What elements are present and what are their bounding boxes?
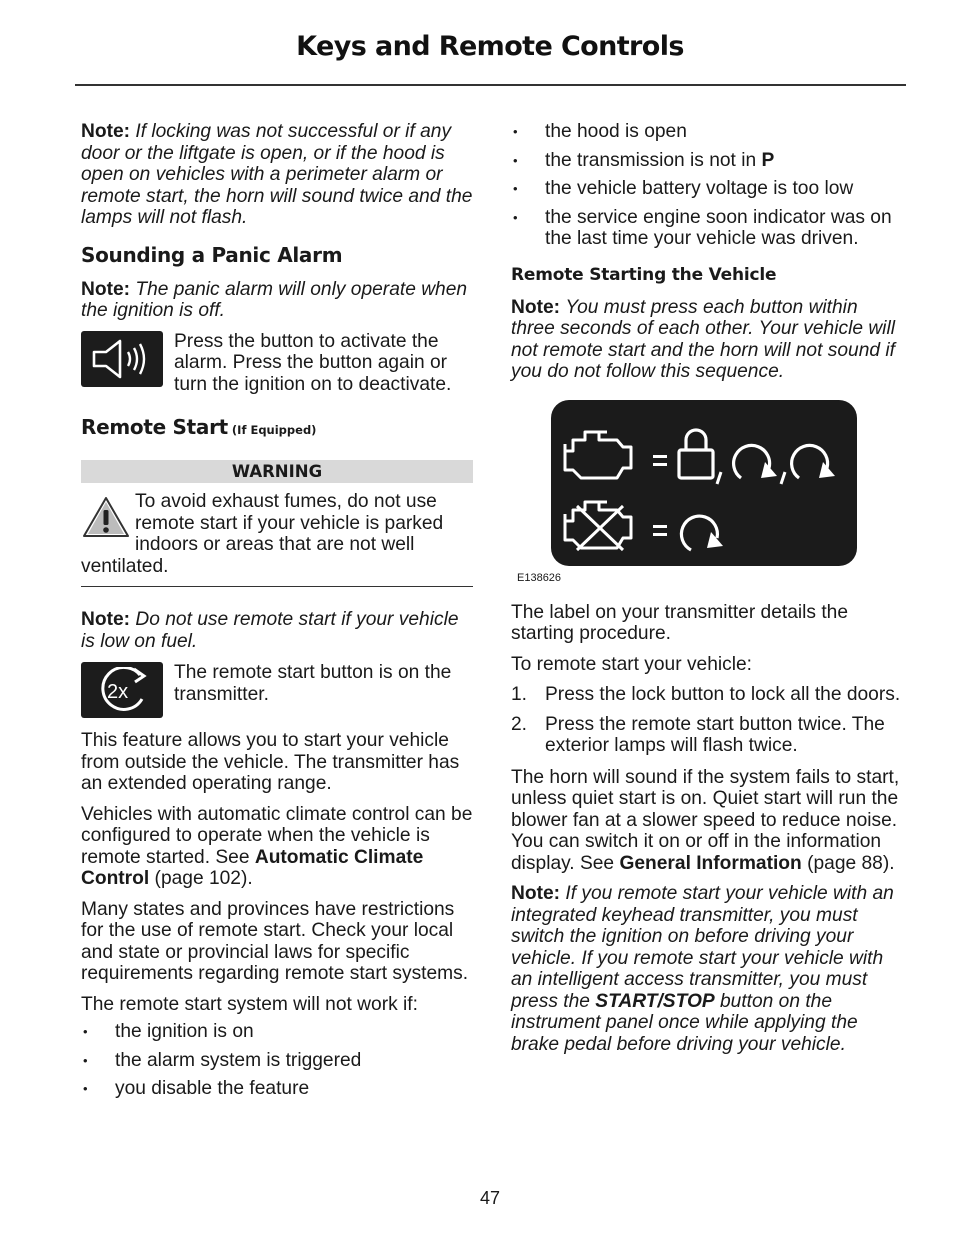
list-item: • the alarm system is triggered [81, 1050, 473, 1072]
will-not-work-list-continued [511, 121, 903, 250]
climate-page-ref: (page 102). [149, 868, 253, 889]
note-text: If locking was not successful or if any door or the liftgate is open, or if the hood is open on vehicles with a perimeter alarm or remote start, the horn will sound twice and the lamps will not flash. [81, 121, 473, 228]
step-item: 2. Press the remote start button twice. The exterior lamps will flash twice. [511, 713, 885, 756]
note-text: If you remote start your vehicle with an integrated keyhead transmitter, you must switch the ignition on before driving your vehicle. If you remote start your vehicle with an intelligent access transmitter, you must press the [511, 883, 894, 1012]
note-label: Note: [81, 278, 131, 300]
page-title: Keys and Remote Controls [296, 31, 684, 62]
warning-triangle-icon [81, 495, 131, 539]
header-rule [75, 84, 906, 86]
panic-instruction-text: Press the button to activate the alarm. Press the button again or turn the ignition on to deactivate. [174, 330, 452, 395]
remote-start-steps [511, 684, 903, 757]
note-transmitter [511, 883, 903, 1055]
horn-text: The horn will sound if the system fails to start, unless quiet start is on. Quiet start will run the blower fan at a slower speed to reduce noise. You can switch it on or off in the information display. See [511, 766, 900, 874]
remote-start-button-info [81, 662, 473, 718]
step-item: 1. Press the lock button to lock all the doors. [511, 684, 901, 705]
engine-icon [565, 432, 631, 478]
right-column [511, 121, 903, 1064]
horn-page-ref: (page 88). [801, 852, 895, 874]
note-label: Note: [81, 609, 131, 630]
note-locking [81, 121, 473, 229]
figure-id: E138626 [517, 571, 562, 584]
general-information-link: General Information [619, 852, 802, 874]
left-column [81, 121, 473, 1108]
if-equipped-label: (If Equipped) [231, 423, 317, 437]
list-item: • the vehicle battery voltage is too low [511, 178, 903, 200]
remote-start-title: Remote Start [81, 415, 228, 439]
note-fuel [81, 609, 473, 652]
to-remote-start-paragraph: To remote start your vehicle: [511, 653, 753, 675]
note-text: You must press each button within three seconds of each other. Your vehicle will not remote start and the horn will not sound if you do not follow this sequence. [511, 296, 895, 382]
note-text: The panic alarm will only operate when the ignition is off. [81, 278, 468, 321]
climate-paragraph [81, 804, 473, 890]
will-not-work-list [81, 1021, 473, 1100]
note-text-end: button on the instrument panel once while applying the brake pedal before driving your vehicle. [511, 990, 858, 1055]
list-item: • you disable the feature [81, 1078, 473, 1100]
transmitter-label-illustration [551, 400, 857, 566]
panic-instruction [81, 331, 473, 396]
start-stop-label: START/STOP [595, 990, 715, 1012]
warning-box [81, 483, 473, 587]
warning-title: WARNING [81, 460, 473, 483]
will-not-work-paragraph: The remote start system will not work if: [81, 993, 418, 1015]
note-label: Note: [511, 296, 561, 318]
remote-start-button-icon [81, 662, 163, 718]
panic-alarm-heading: Sounding a Panic Alarm [81, 242, 343, 267]
note-label: Note: [81, 121, 131, 142]
warning-text: To avoid exhaust fumes, do not use remote start if your vehicle is parked indoors or areas that are not well ventilated. [81, 491, 444, 577]
horn-paragraph [511, 767, 903, 875]
remote-starting-heading: Remote Starting the Vehicle [511, 264, 777, 285]
restrictions-paragraph: Many states and provinces have restrictions for the use of remote start. Check your local and state or provincial laws for specific requirements regarding remote start systems. [81, 898, 469, 984]
label-paragraph: The label on your transmitter details the starting procedure. [511, 601, 849, 644]
list-item: • the hood is open [511, 121, 903, 143]
feature-paragraph: This feature allows you to start your vehicle from outside the vehicle. The transmitter has an extended operating range. [81, 730, 460, 794]
list-item: • the service engine soon indicator was on the last time your vehicle was driven. [511, 207, 903, 250]
two-x-label: 2x [107, 681, 129, 703]
list-item: • the ignition is on [81, 1021, 473, 1043]
note-text: Do not use remote start if your vehicle is low on fuel. [81, 609, 459, 652]
note-label: Note: [511, 883, 561, 904]
page-number: 47 [479, 1188, 501, 1208]
remote-start-heading [81, 415, 473, 442]
speaker-icon [81, 331, 163, 387]
note-sequence [511, 297, 903, 383]
climate-text: Vehicles with automatic climate control can be configured to operate when the vehicle is remote started. See [81, 803, 473, 868]
remote-start-button-text: The remote start button is on the transmitter. [174, 662, 452, 705]
list-item: • the transmission is not in P [511, 150, 903, 172]
climate-control-link: Automatic Climate Control [81, 846, 424, 889]
note-panic [81, 279, 473, 322]
engine-crossed-icon [565, 502, 631, 550]
lock-icon [679, 430, 713, 478]
